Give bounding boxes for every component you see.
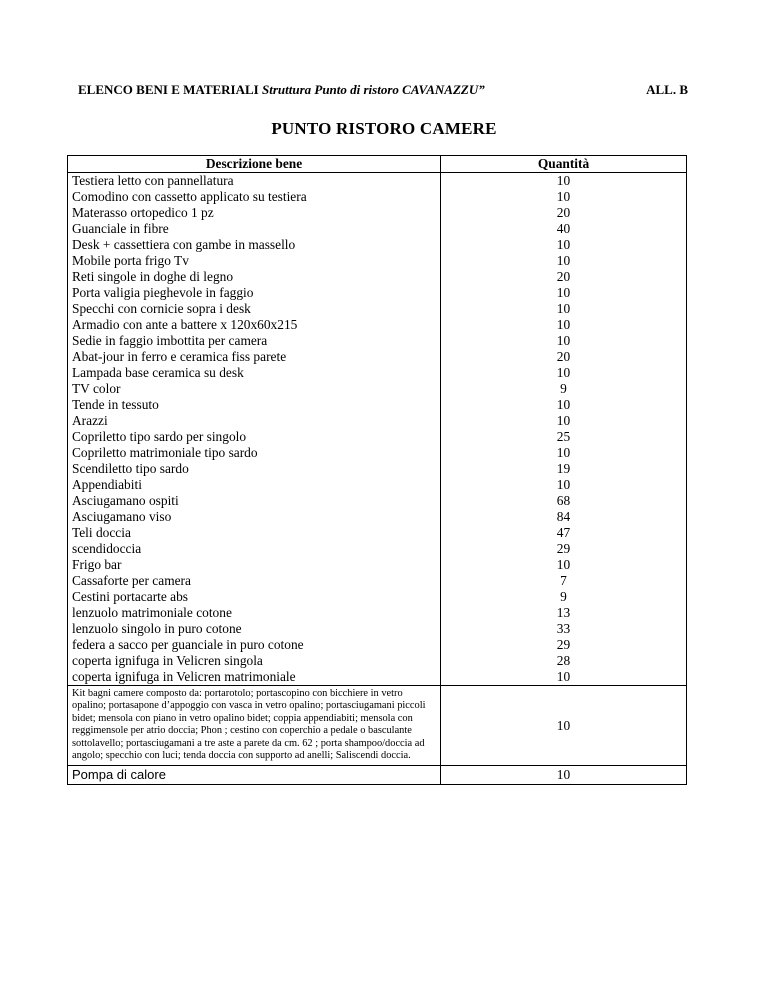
item-description: Arazzi (68, 413, 441, 429)
table-row (68, 509, 687, 525)
item-description: lenzuolo matrimoniale cotone (68, 605, 441, 621)
attachment-label: ALL. B (646, 82, 688, 97)
item-description: Copriletto tipo sardo per singolo (68, 429, 441, 445)
item-description: Appendiabiti (68, 477, 441, 493)
item-description: Guanciale in fibre (68, 221, 441, 237)
table-row (68, 669, 687, 686)
table-row (68, 269, 687, 285)
inventory-table-body (68, 156, 687, 686)
item-quantity: 9 (441, 589, 687, 605)
table-row (68, 525, 687, 541)
item-description: Desk + cassettiera con gambe in massello (68, 237, 441, 253)
table-row (68, 317, 687, 333)
item-description: Abat-jour in ferro e ceramica fiss parete (68, 349, 441, 365)
table-row (68, 637, 687, 653)
inventory-table (67, 155, 687, 785)
item-description: coperta ignifuga in Velicren matrimoniale (68, 669, 441, 686)
item-quantity: 10 (441, 173, 687, 190)
table-row (68, 557, 687, 573)
item-description: Copriletto matrimoniale tipo sardo (68, 445, 441, 461)
table-row (68, 445, 687, 461)
table-row-pompa (68, 766, 687, 785)
table-row (68, 541, 687, 557)
page-title: PUNTO RISTORO CAMERE (271, 119, 497, 138)
item-quantity: 10 (441, 413, 687, 429)
item-description: Frigo bar (68, 557, 441, 573)
table-row (68, 477, 687, 493)
header-title (78, 82, 485, 98)
table-row (68, 205, 687, 221)
table-row (68, 365, 687, 381)
kit-description: Kit bagni camere composto da: portarotolo; portascopino con bicchiere in vetro opalino; portasapone d’appoggio con vasca in vetro opalino; portasciugamani piccoli bidet; mensola con piano in vetro opalino bidet; coppia appendiabiti; mensola con reggimensole per atrio doccia; Phon ; cestino con coperchio a pedale o basculante sottolavello; portasciugamani a tre aste a parete da cm. 62 ; porta shampoo/doccia ad angolo; specchio con luci; tenda doccia con supporto ad anelli; Saliscendi doccia. (68, 686, 441, 766)
column-header-description: Descrizione bene (68, 156, 441, 173)
item-quantity: 10 (441, 669, 687, 686)
item-description: Materasso ortopedico 1 pz (68, 205, 441, 221)
table-row (68, 333, 687, 349)
item-description: Tende in tessuto (68, 397, 441, 413)
item-quantity: 84 (441, 509, 687, 525)
header-title-part-1: ELENCO BENI (78, 82, 168, 97)
item-quantity: 40 (441, 221, 687, 237)
item-quantity: 10 (441, 477, 687, 493)
document-header (78, 82, 688, 102)
table-row (68, 381, 687, 397)
item-quantity: 29 (441, 637, 687, 653)
header-title-part-2: E MATERIALI (167, 82, 262, 97)
item-quantity: 10 (441, 253, 687, 269)
table-row (68, 493, 687, 509)
item-description: Specchi con cornicie sopra i desk (68, 301, 441, 317)
item-quantity: 10 (441, 365, 687, 381)
item-quantity: 68 (441, 493, 687, 509)
item-quantity: 33 (441, 621, 687, 637)
item-description: Comodino con cassetto applicato su testiera (68, 189, 441, 205)
item-description: Scendiletto tipo sardo (68, 461, 441, 477)
item-quantity: 10 (441, 557, 687, 573)
item-quantity: 10 (441, 445, 687, 461)
item-quantity: 19 (441, 461, 687, 477)
item-description: Reti singole in doghe di legno (68, 269, 441, 285)
item-description: Asciugamano viso (68, 509, 441, 525)
item-quantity: 7 (441, 573, 687, 589)
header-structure-name: Struttura Punto di ristoro CAVANAZZU” (261, 82, 485, 97)
pompa-description: Pompa di calore (68, 766, 441, 785)
item-description: Teli doccia (68, 525, 441, 541)
item-quantity: 28 (441, 653, 687, 669)
table-row-kit (68, 686, 687, 766)
kit-quantity: 10 (441, 686, 687, 766)
table-row (68, 221, 687, 237)
table-row (68, 589, 687, 605)
item-description: Sedie in faggio imbottita per camera (68, 333, 441, 349)
table-row (68, 173, 687, 190)
item-quantity: 10 (441, 285, 687, 301)
table-header-row (68, 156, 687, 173)
item-description: scendidoccia (68, 541, 441, 557)
item-quantity: 10 (441, 189, 687, 205)
item-quantity: 13 (441, 605, 687, 621)
item-quantity: 10 (441, 333, 687, 349)
item-description: Armadio con ante a battere x 120x60x215 (68, 317, 441, 333)
item-quantity: 25 (441, 429, 687, 445)
item-description: Testiera letto con pannellatura (68, 173, 441, 190)
table-row (68, 461, 687, 477)
item-description: Asciugamano ospiti (68, 493, 441, 509)
item-quantity: 10 (441, 397, 687, 413)
item-quantity: 10 (441, 237, 687, 253)
item-quantity: 10 (441, 317, 687, 333)
item-description: federa a sacco per guanciale in puro cotone (68, 637, 441, 653)
table-row (68, 349, 687, 365)
item-quantity: 20 (441, 269, 687, 285)
item-quantity: 47 (441, 525, 687, 541)
table-row (68, 189, 687, 205)
item-description: lenzuolo singolo in puro cotone (68, 621, 441, 637)
item-description: TV color (68, 381, 441, 397)
column-header-quantity: Quantità (441, 156, 687, 173)
table-row (68, 605, 687, 621)
item-quantity: 20 (441, 349, 687, 365)
item-description: Lampada base ceramica su desk (68, 365, 441, 381)
item-quantity: 9 (441, 381, 687, 397)
item-quantity: 20 (441, 205, 687, 221)
pompa-quantity: 10 (441, 766, 687, 785)
table-row (68, 621, 687, 637)
table-row (68, 397, 687, 413)
table-row (68, 429, 687, 445)
table-row (68, 301, 687, 317)
item-description: Porta valigia pieghevole in faggio (68, 285, 441, 301)
table-row (68, 653, 687, 669)
item-quantity: 10 (441, 301, 687, 317)
table-row (68, 573, 687, 589)
table-row (68, 413, 687, 429)
table-row (68, 285, 687, 301)
item-description: Mobile porta frigo Tv (68, 253, 441, 269)
table-row (68, 237, 687, 253)
item-quantity: 29 (441, 541, 687, 557)
item-description: Cassaforte per camera (68, 573, 441, 589)
item-description: Cestini portacarte abs (68, 589, 441, 605)
table-row (68, 253, 687, 269)
item-description: coperta ignifuga in Velicren singola (68, 653, 441, 669)
